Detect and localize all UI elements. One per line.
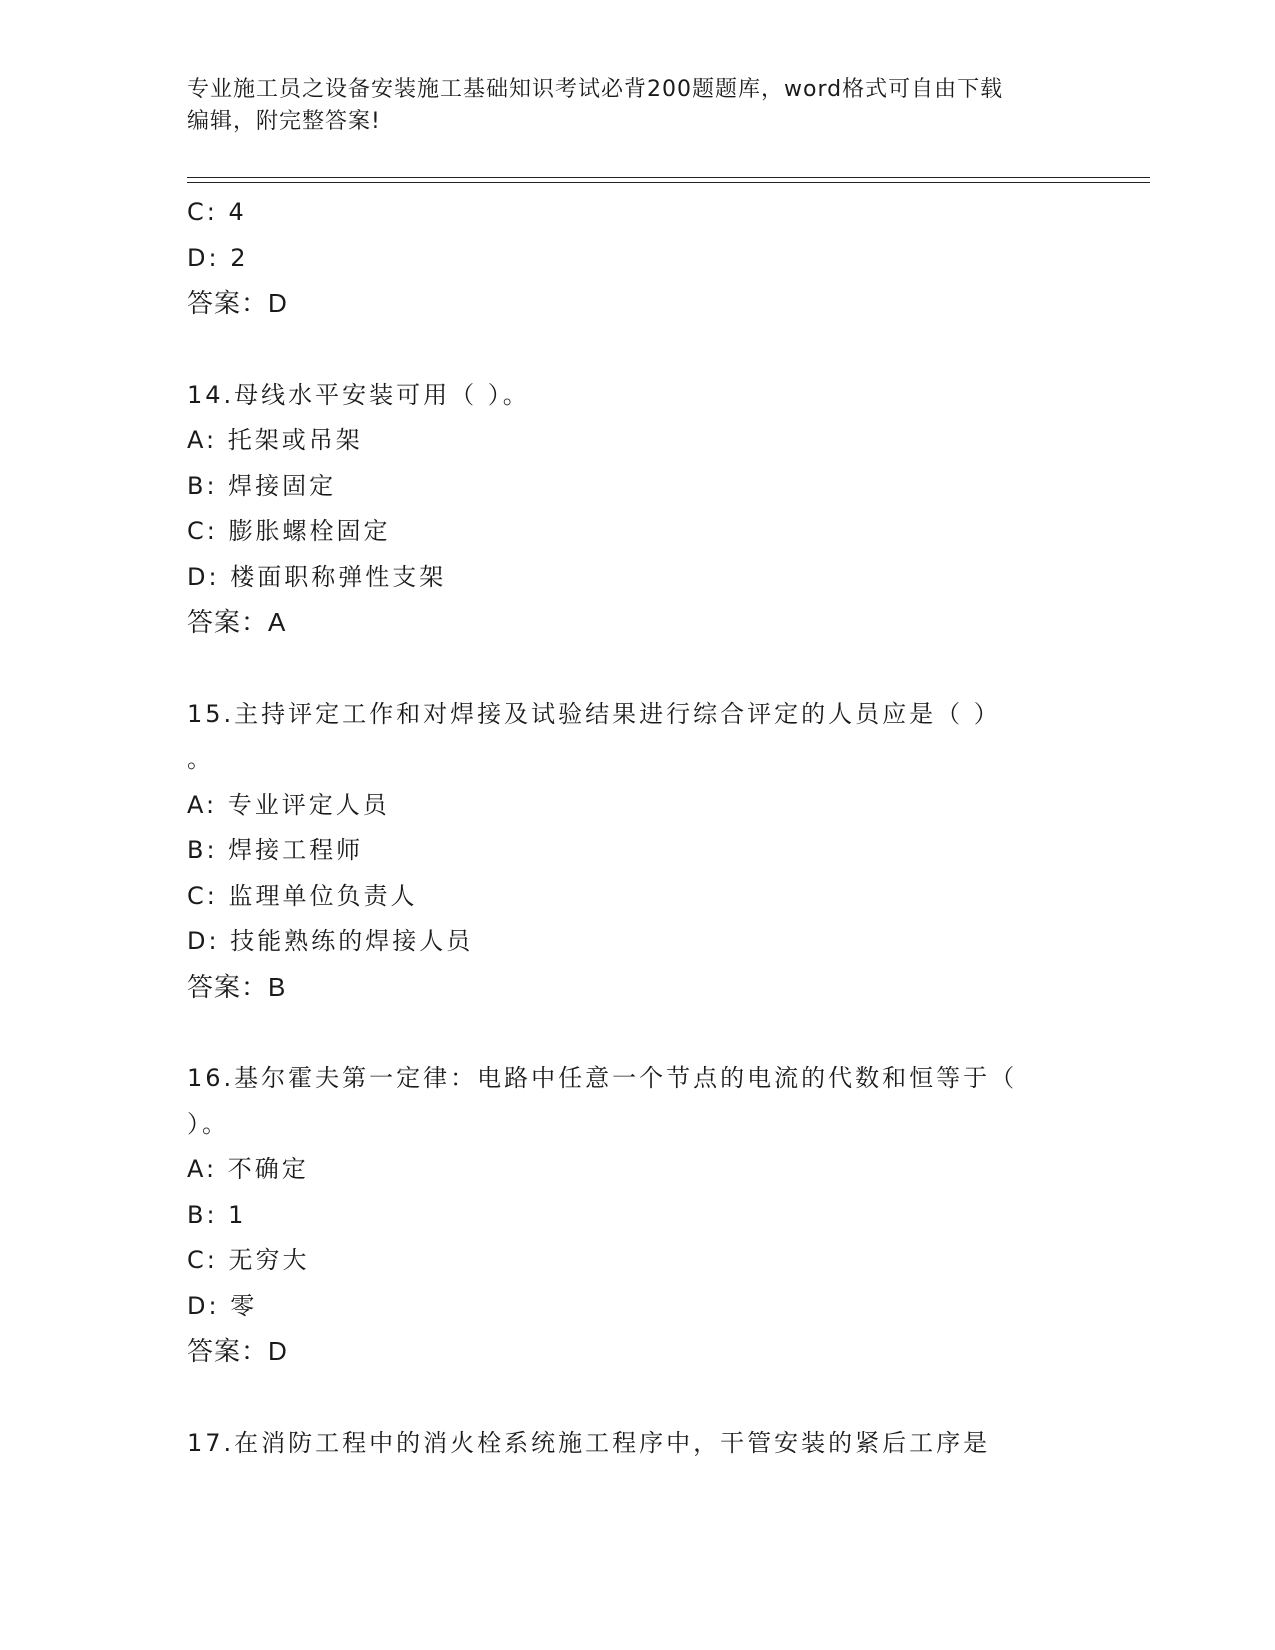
option-b: B: 1: [187, 1200, 247, 1229]
spacer: [187, 327, 1087, 373]
header-line-1: 专业施工员之设备安装施工基础知识考试必背200题题库，word格式可自由下载: [187, 77, 1004, 102]
header-line-2: 编辑，附完整答案!: [187, 109, 381, 134]
spacer: [187, 646, 1087, 692]
spacer: [187, 1375, 1087, 1421]
answer: 答案：D: [187, 288, 288, 318]
header-divider-top: [187, 177, 1150, 178]
option-d: D: 零: [187, 1291, 258, 1320]
option-c: C: 4: [187, 198, 247, 226]
question-title: 16.基尔霍夫第一定律：电路中任意一个节点的电流的代数和恒等于（: [187, 1064, 1018, 1092]
question-14: [187, 373, 1087, 646]
option-a: A: 不确定: [187, 1155, 309, 1183]
header-divider-bottom: [187, 182, 1150, 183]
option-b: B: 焊接工程师: [187, 836, 364, 864]
question-title: 15.主持评定工作和对焊接及试验结果进行综合评定的人员应是（ ）: [187, 699, 1001, 728]
answer: 答案：B: [187, 971, 287, 1002]
option-d: D: 2: [187, 243, 249, 272]
question-13-tail: [187, 190, 1087, 327]
question-title: 14.母线水平安装可用（ ）。: [187, 380, 530, 409]
answer: 答案：A: [187, 607, 287, 637]
question-title-continued: ）。: [187, 1109, 229, 1138]
option-a: A: 托架或吊架: [187, 426, 363, 454]
document-header: [187, 74, 1067, 138]
option-a: A: 专业评定人员: [187, 790, 390, 819]
option-c: C: 监理单位负责人: [187, 881, 418, 910]
option-d: D: 楼面职称弹性支架: [187, 562, 447, 591]
question-list: [187, 190, 1087, 1466]
question-16: [187, 1056, 1087, 1375]
question-17: [187, 1421, 1087, 1467]
question-title: 17.在消防工程中的消火栓系统施工程序中，干管安装的紧后工序是: [187, 1428, 991, 1457]
option-c: C: 膨胀螺栓固定: [187, 517, 391, 545]
spacer: [187, 1010, 1087, 1056]
option-b: B: 焊接固定: [187, 471, 337, 500]
answer: 答案：D: [187, 1336, 288, 1366]
option-c: C: 无穷大: [187, 1246, 310, 1274]
question-15: [187, 692, 1087, 1011]
question-title-continued: 。: [187, 745, 214, 773]
option-d: D: 技能熟练的焊接人员: [187, 927, 474, 955]
